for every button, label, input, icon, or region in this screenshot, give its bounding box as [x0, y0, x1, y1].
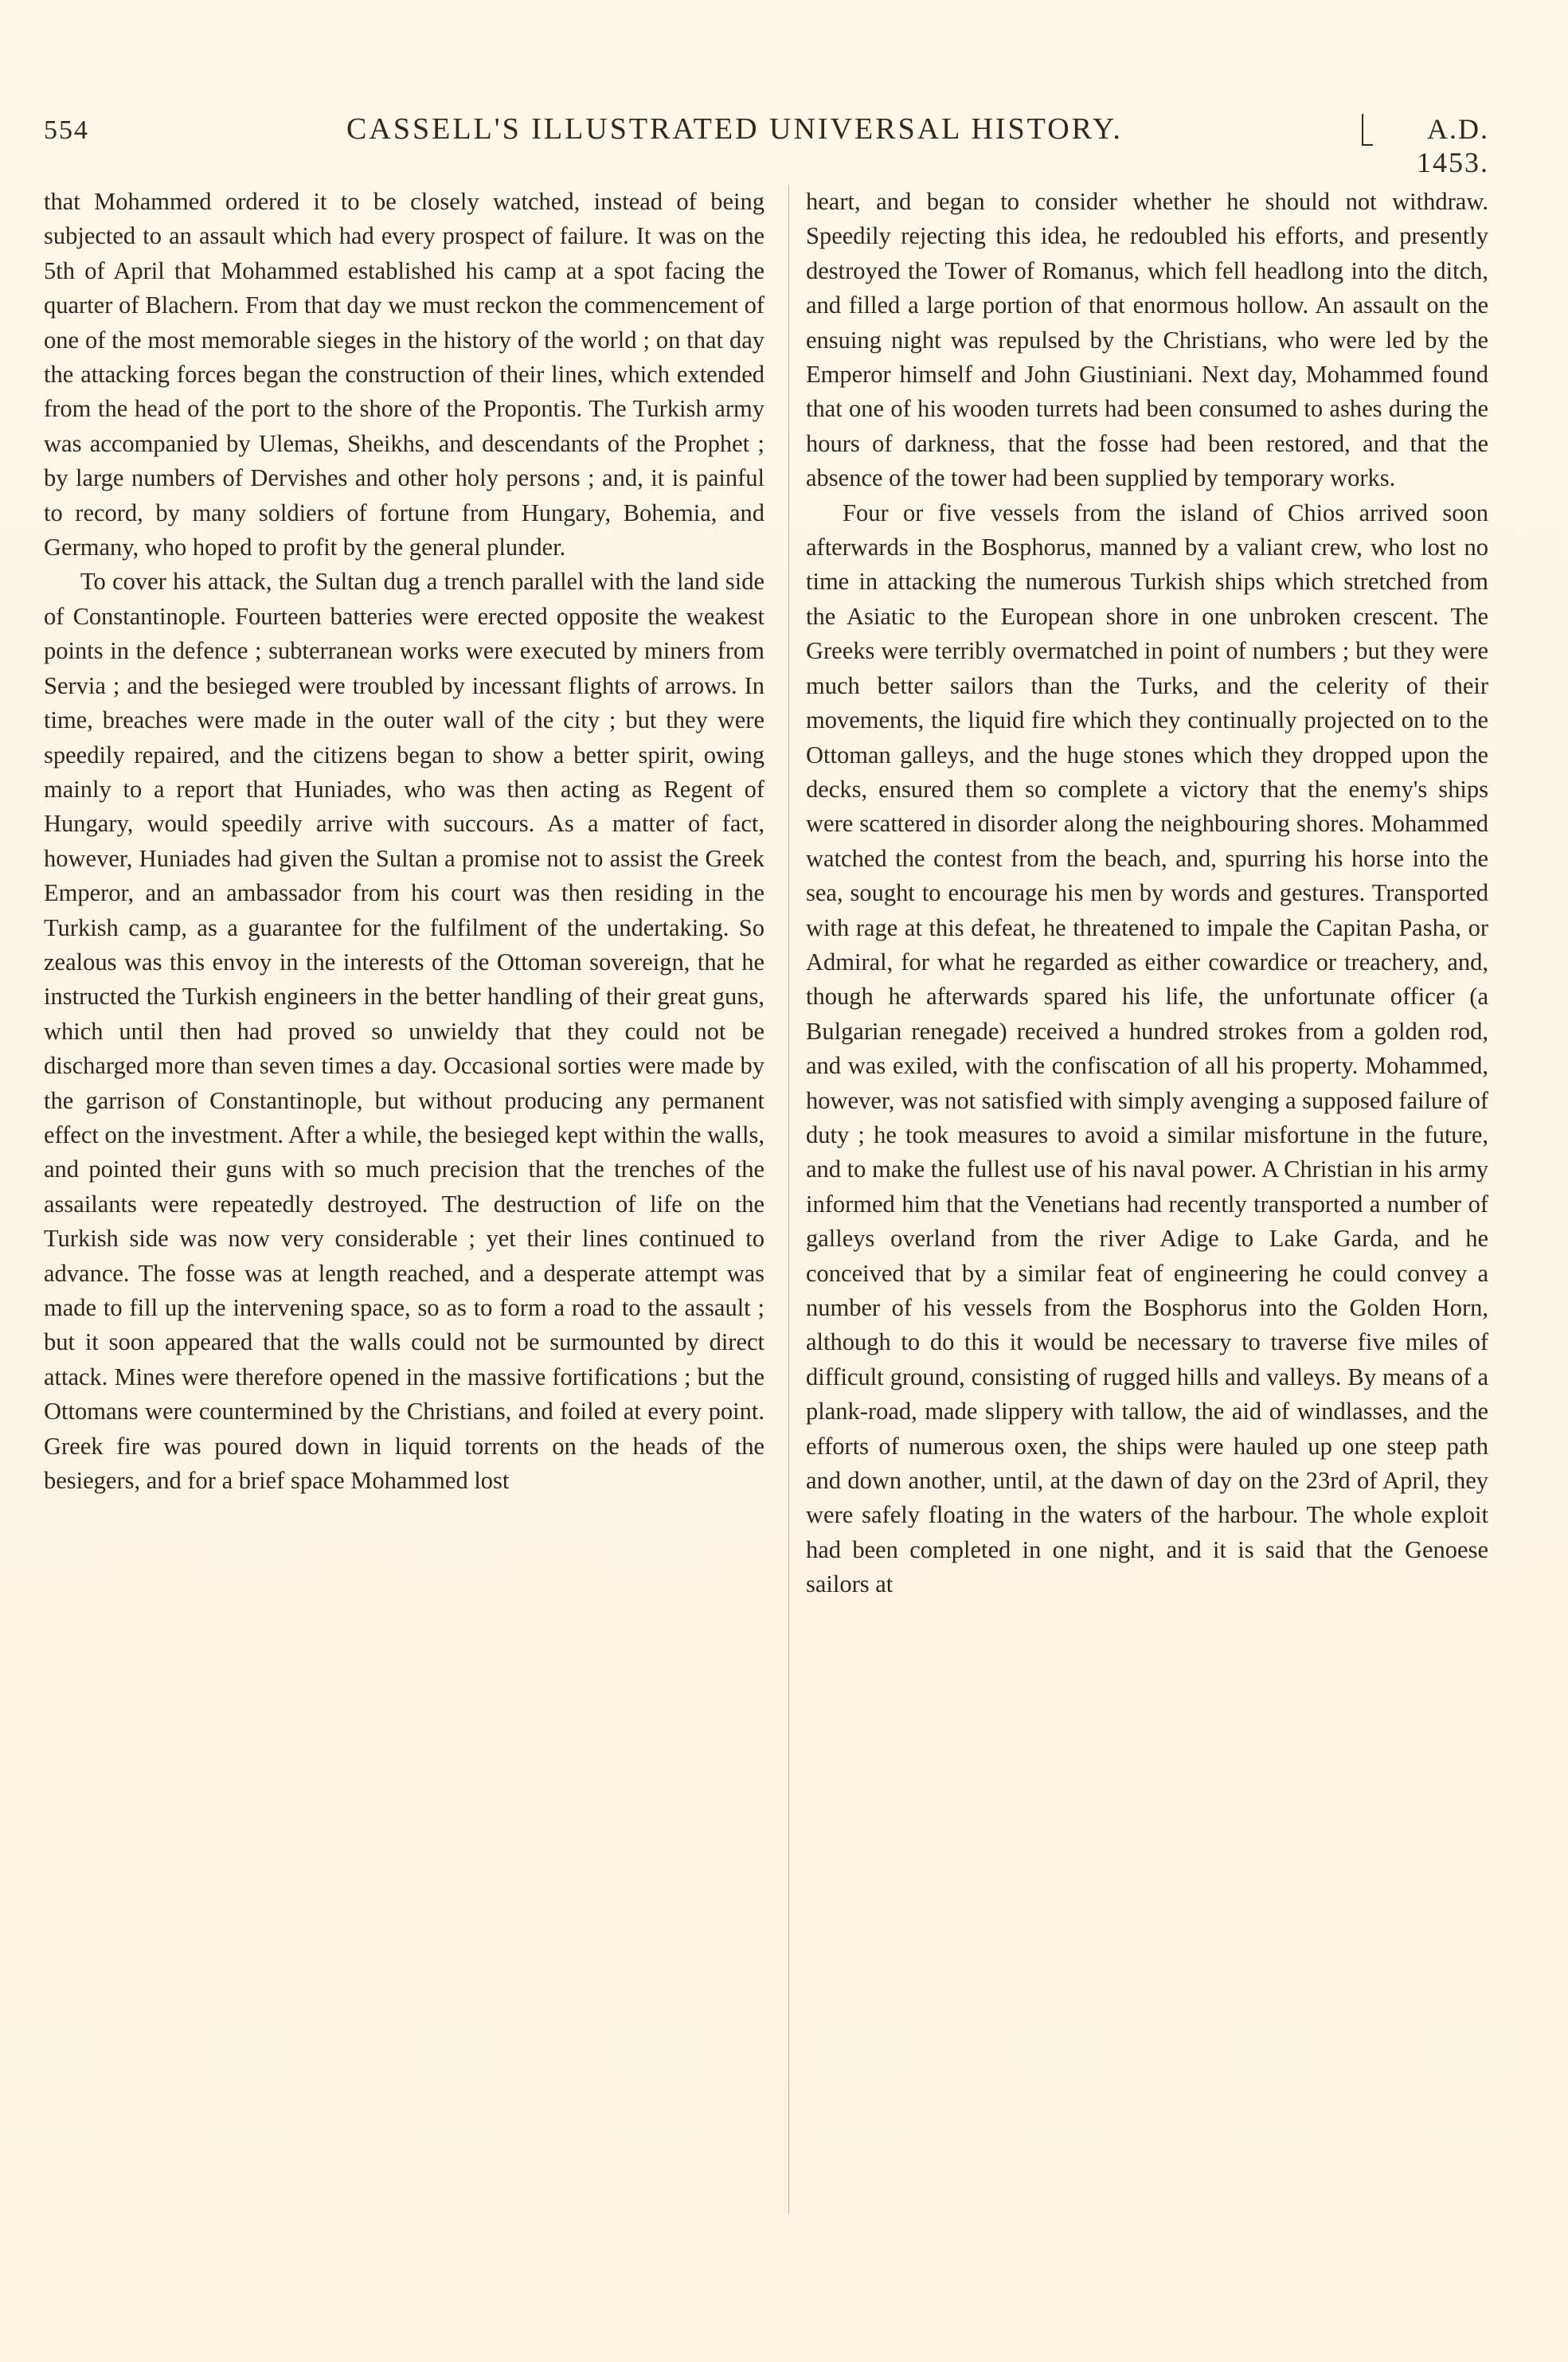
running-title: CASSELL'S ILLUSTRATED UNIVERSAL HISTORY.: [346, 112, 1123, 146]
running-head: [44, 111, 1489, 178]
paragraph-left-1: that Mohammed ordered it to be closely watched, instead of being subjected to an assault which had every prospect of failure. It was on the 5th of April that Mohammed established his camp at a spot facing the quarter of Blachern. From that day we must reckon the commencement of one of the most memorable sieges in the history of the world ; on that day the attacking forces began the construction of their lines, which extended from the head of the port to the shore of the Propontis. The Turkish army was accompanied by Ulemas, Sheikhs, and descendants of the Prophet ; by large numbers of Dervishes and other holy persons ; and, it is painful to record, by many soldiers of fortune from Hungary, Bohemia, and Germany, who hoped to profit by the general plunder.: [44, 188, 764, 561]
left-column: [44, 185, 764, 1498]
page-number: 554: [44, 115, 89, 145]
running-date: A.D. 1453.: [1354, 112, 1489, 179]
column-divider: [788, 185, 789, 2214]
paragraph-right-1: heart, and began to consider whether he should not withdraw. Speedily rejecting this idea, he redoubled his efforts, and presently destroyed the Tower of Romanus, which fell headlong into the ditch, and filled a large portion of that enormous hollow. An assault on the ensuing night was repulsed by the Christians, who were led by the Emperor himself and John Giustiniani. Next day, Mohammed found that one of his wooden turrets had been consumed to ashes during the hours of darkness, that the fosse had been restored, and that the absence of the tower had been supplied by temporary works.: [806, 188, 1488, 492]
paragraph-left-2: To cover his attack, the Sultan dug a trench parallel with the land side of Constantinople. Fourteen batteries were erected opposite the weakest points in the defence ; subterranean works were executed by miners from Servia ; and the besieged were troubled by incessant flights of arrows. In time, breaches were made in the outer wall of the city ; but they were speedily repaired, and the citizens began to show a better spirit, owing mainly to a report that Huniades, who was then acting as Regent of Hungary, would speedily arrive with succours. As a matter of fact, however, Huniades had given the Sultan a promise not to assist the Greek Emperor, and an ambassador from his court was then residing in the Turkish camp, as a guarantee for the fulfilment of the undertaking. So zealous was this envoy in the interests of the Ottoman sovereign, that he instructed the Turkish engineers in the better handling of their great guns, which until then had proved so unwieldy that they could not be discharged more than seven times a day. Occasional sorties were made by the garrison of Constantinople, but without producing any permanent effect on the investment. After a while, the besieged kept within the walls, and pointed their guns with so much precision that the trenches of the assailants were repeatedly destroyed. The destruction of life on the Turkish side was now very considerable ; yet their lines continued to advance. The fosse was at length reached, and a desperate attempt was made to fill up the intervening space, so as to form a road to the assault ; but it soon appeared that the walls could not be surmounted by direct attack. Mines were therefore opened in the massive fortifications ; but the Ottomans were countermined by the Christians, and foiled at every point. Greek fire was poured down in liquid torrents on the heads of the besiegers, and for a brief space Mohammed lost: [44, 568, 764, 1495]
right-column: [806, 185, 1488, 1602]
paragraph-right-2: Four or five vessels from the island of Chios arrived soon afterwards in the Bosphorus, manned by a valiant crew, who lost no time in attacking the numerous Turkish ships which stretched from the Asiatic to the European shore in one unbroken crescent. The Greeks were terribly overmatched in point of numbers ; but they were much better sailors than the Turks, and the celerity of their movements, the liquid fire which they continually projected on to the Ottoman galleys, and the huge stones which they dropped upon the decks, ensured them so complete a victory that the enemy's ships were scattered in disorder along the neighbouring shores. Mohammed watched the contest from the beach, and, spurring his horse into the sea, sought to encourage his men by words and gestures. Transported with rage at this defeat, he threatened to impale the Capitan Pasha, or Admiral, for what he regarded as either cowardice or treachery, and, though he afterwards spared his life, the unfortunate officer (a Bulgarian renegade) received a hundred strokes from a golden rod, and was exiled, with the confiscation of all his property. Mohammed, however, was not satisfied with simply avenging a supposed failure of duty ; he took measures to avoid a similar misfortune in the future, and to make the fullest use of his naval power. A Christian in his army informed him that the Venetians had recently transported a number of galleys overland from the river Adige to Lake Garda, and he conceived that by a similar feat of engineering he could convey a number of his vessels from the Bosphorus into the Golden Horn, although to do this it would be necessary to traverse five miles of difficult ground, consisting of rugged hills and valleys. By means of a plank-road, made slippery with tallow, the aid of windlasses, and the efforts of numerous oxen, the ships were hauled up one steep path and down another, until, at the dawn of day on the 23rd of April, they were safely floating in the waters of the harbour. The whole exploit had been completed in one night, and it is said that the Genoese sailors at: [806, 499, 1488, 1598]
